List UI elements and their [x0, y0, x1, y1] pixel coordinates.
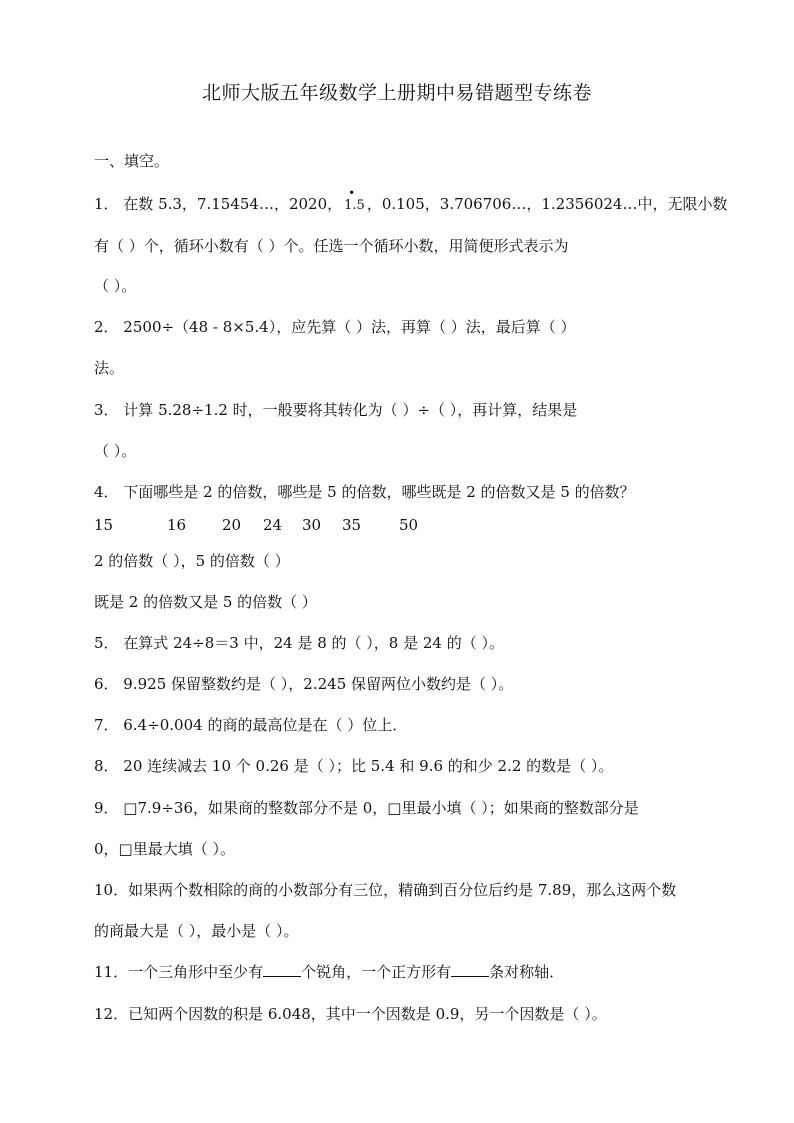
- number-item: 30: [302, 516, 322, 534]
- section-heading: 一、填空。: [94, 152, 170, 170]
- q11-text-3: 条对称轴．: [489, 963, 565, 981]
- number-item: 35: [342, 516, 362, 534]
- question-10-line-1: 10．如果两个数相除的商的小数部分有三位，精确到百分位后约是 7.89，那么这两个数: [94, 881, 677, 899]
- page-title: 北师大版五年级数学上册期中易错题型专练卷: [201, 82, 592, 104]
- answer-blank: [451, 962, 489, 977]
- q11-text-2: 个锐角，一个正方形有: [301, 963, 452, 981]
- repeating-decimal-value: 1.5: [344, 197, 365, 213]
- question-4-line-1: 4． 下面哪些是 2 的倍数，哪些是 5 的倍数，哪些既是 2 的倍数又是 5 的倍数？: [94, 483, 635, 501]
- question-2-line-1: 2． 2500÷（48 - 8×5.4），应先算（ ）法，再算（ ）法，最后算（ ）: [94, 318, 576, 336]
- question-9-line-1: 9． □7.9÷36，如果商的整数部分不是 0，□里最小填（ ）；如果商的整数部分是: [94, 799, 639, 817]
- question-3-line-2: （ ）。: [94, 442, 137, 460]
- number-item: 15: [94, 516, 114, 534]
- q1-text-pre: 1． 在数 5.3，7.15454…，2020，: [94, 195, 343, 213]
- question-1-line-1: [94, 185, 728, 214]
- question-10-line-2: 的商最大是（ ），最小是（ ）。: [94, 922, 299, 940]
- number-item: 20: [222, 516, 242, 534]
- answer-blank: [263, 962, 301, 977]
- question-4-line-4: 既是 2 的倍数又是 5 的倍数（ ）: [94, 593, 317, 611]
- question-1-line-2: 有（ ）个，循环小数有（ ）个。任选一个循环小数，用简便形式表示为: [94, 237, 569, 255]
- q11-text-1: 11．一个三角形中至少有: [94, 963, 264, 981]
- question-9-line-2: 0，□里最大填（ ）。: [94, 840, 235, 858]
- number-item: 50: [399, 516, 419, 534]
- repeat-dot: •: [348, 185, 356, 200]
- question-1-line-3: （ ）。: [94, 277, 137, 295]
- number-item: 24: [263, 516, 283, 534]
- q1-text-post: ，0.105，3.706706…，1.2356024…中，无限小数: [366, 195, 728, 213]
- question-11: [94, 961, 714, 982]
- question-12: 12．已知两个因数的积是 6.048，其中一个因数是 0.9，另一个因数是（ ）。: [94, 1005, 607, 1023]
- question-3-line-1: 3． 计算 5.28÷1.2 时，一般要将其转化为（ ）÷（ ），再计算，结果是: [94, 401, 578, 419]
- question-8: 8． 20 连续减去 10 个 0.26 是（ ）；比 5.4 和 9.6 的和少 2.2 的数是（ ）。: [94, 757, 614, 775]
- question-2-line-2: 法。: [94, 359, 125, 377]
- question-4-line-3: 2 的倍数（ ），5 的倍数（ ）: [94, 552, 290, 570]
- question-6: 6． 9.925 保留整数约是（ ），2.245 保留两位小数约是（ ）。: [94, 675, 514, 693]
- question-7: 7． 6.4÷0.004 的商的最高位是在（ ）位上．: [94, 716, 408, 734]
- repeating-decimal: [344, 185, 365, 213]
- number-item: 16: [167, 516, 187, 534]
- question-5: 5． 在算式 24÷8＝3 中，24 是 8 的（ ），8 是 24 的（ ）。: [94, 634, 504, 652]
